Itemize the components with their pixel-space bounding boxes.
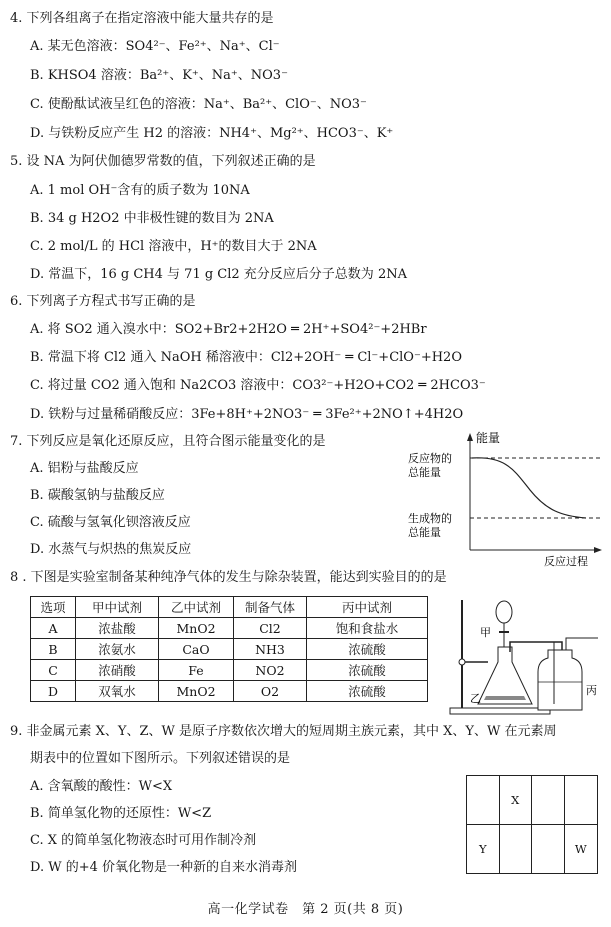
label-yi: 乙 (470, 692, 481, 705)
table-cell: 双氧水 (76, 681, 159, 702)
energy-curve (472, 458, 586, 518)
flask-solid (484, 696, 526, 700)
gas-wash-bottle (538, 650, 582, 710)
q5-option-a: A. 1 mol OH⁻含有的质子数为 10NA (30, 183, 250, 198)
table-cell: Fe (159, 660, 234, 681)
table-cell: NO2 (234, 660, 307, 681)
q7-stem: 7. 下列反应是氧化还原反应，且符合图示能量变化的是 (10, 434, 326, 449)
table-row (31, 639, 428, 660)
q5-stem: 5. 设 NA 为阿伏伽德罗常数的值，下列叙述正确的是 (10, 154, 316, 169)
table-cell: D (31, 681, 76, 702)
table-cell: MnO2 (159, 618, 234, 639)
table-cell: 浓硫酸 (307, 681, 428, 702)
reagent-table (30, 596, 428, 702)
q9-option-d: D. W 的+4 价氧化物是一种新的自来水消毒剂 (30, 860, 298, 875)
graph-ylabel: 能量 (476, 431, 501, 445)
q5-option-b: B. 34 g H2O2 中非极性键的数目为 2NA (30, 211, 274, 226)
q6-option-c: C. 将过量 CO2 通入饱和 Na2CO3 溶液中：CO3²⁻+H2O+CO2 ═ 2HCO3⁻ (30, 378, 486, 393)
grid-cell (532, 825, 565, 874)
q4-option-a: A. 某无色溶液：SO4²⁻、Fe²⁺、Na⁺、Cl⁻ (30, 39, 280, 54)
table-cell: NH3 (234, 639, 307, 660)
q4-stem: 4. 下列各组离子在指定溶液中能大量共存的是 (10, 11, 274, 26)
q7-option-d: D. 水蒸气与炽热的焦炭反应 (30, 542, 192, 557)
table-header: 选项 (31, 597, 76, 618)
q4-option-b: B. KHSO4 溶液：Ba²⁺、K⁺、Na⁺、NO3⁻ (30, 68, 288, 83)
table-row (31, 660, 428, 681)
table-row (31, 681, 428, 702)
q5-option-c: C. 2 mol/L 的 HCl 溶液中，H⁺的数目大于 2NA (30, 239, 317, 254)
q6-option-b: B. 常温下将 Cl2 通入 NaOH 稀溶液中：Cl2+2OH⁻ ═ Cl⁻+ClO⁻+H2O (30, 350, 462, 365)
grid-cell (467, 776, 500, 825)
table-header: 甲中试剂 (76, 597, 159, 618)
grid-cell-w: W (574, 841, 587, 856)
label-bing: 丙 (586, 684, 597, 697)
table-cell: 浓盐酸 (76, 618, 159, 639)
table-cell: Cl2 (234, 618, 307, 639)
table-row (31, 618, 428, 639)
q4-option-d: D. 与铁粉反应产生 H2 的溶液：NH4⁺、Mg²⁺、HCO3⁻、K⁺ (30, 126, 394, 141)
table-cell: 浓硝酸 (76, 660, 159, 681)
grid-cell-x: X (500, 776, 533, 825)
table-cell: 饱和食盐水 (307, 618, 428, 639)
q6-option-d: D. 铁粉与过量稀硝酸反应：3Fe+8H⁺+2NO3⁻ ═ 3Fe²⁺+2NO↑+4H2O (30, 407, 464, 422)
y-axis-arrow (467, 433, 473, 441)
page-footer: 高一化学试卷 第 2 页(共 8 页) (207, 902, 404, 917)
q8-stem: 8 . 下图是实验室制备某种纯净气体的发生与除杂装置，能达到实验目的的是 (10, 570, 447, 585)
table-cell: 浓硫酸 (307, 660, 428, 681)
table-cell: C (31, 660, 76, 681)
q7-option-c: C. 硫酸与氢氧化钡溶液反应 (30, 515, 191, 530)
reactant-label-1: 反应物的 (408, 452, 452, 465)
grid-cell (500, 825, 533, 874)
separatory-funnel (496, 601, 512, 623)
table-cell: A (31, 618, 76, 639)
table-cell: O2 (234, 681, 307, 702)
bottle-outlet-tube (566, 638, 598, 650)
q9-option-a: A. 含氧酸的酸性：W<X (30, 779, 173, 794)
q4-option-c: C. 使酚酞试液呈红色的溶液：Na⁺、Ba²⁺、ClO⁻、NO3⁻ (30, 97, 367, 112)
grid-cell (565, 776, 598, 825)
grid-cell (532, 776, 565, 825)
q9-stem-line-2: 期表中的位置如下图所示。下列叙述错误的是 (30, 751, 291, 766)
product-label-2: 总能量 (408, 526, 441, 539)
table-header: 乙中试剂 (159, 597, 234, 618)
reactant-label-2: 总能量 (408, 466, 441, 479)
table-cell: CaO (159, 639, 234, 660)
gas-apparatus-diagram (440, 592, 610, 722)
table-cell: MnO2 (159, 681, 234, 702)
table-cell: 浓硫酸 (307, 639, 428, 660)
q7-option-a: A. 铝粉与盐酸反应 (30, 461, 139, 476)
q9-stem-line-1: 9. 非金属元素 X、Y、Z、W 是原子序数依次增大的短周期主族元素，其中 X、Y、W 在元素周 (10, 724, 557, 739)
table-header: 制备气体 (234, 597, 307, 618)
table-header-row (31, 597, 428, 618)
table-cell: B (31, 639, 76, 660)
product-label-1: 生成物的 (408, 512, 452, 525)
conical-flask (478, 647, 532, 704)
graph-xlabel: 反应过程 (544, 555, 588, 568)
q5-option-d: D. 常温下，16 g CH4 与 71 g Cl2 充分反应后分子总数为 2NA (30, 267, 407, 282)
periodic-table-fragment (466, 775, 598, 874)
q9-option-c: C. X 的简单氢化物液态时可用作制冷剂 (30, 833, 257, 848)
clamp-knob (459, 659, 465, 665)
label-jia: 甲 (480, 626, 491, 639)
energy-diagram (406, 430, 606, 568)
table-cell: 浓氨水 (76, 639, 159, 660)
x-axis-arrow (594, 547, 602, 553)
stand-base (450, 708, 550, 714)
table-header: 丙中试剂 (307, 597, 428, 618)
q6-option-a: A. 将 SO2 通入溴水中：SO2+Br2+2H2O ═ 2H⁺+SO4²⁻+2HBr (30, 322, 427, 337)
q7-option-b: B. 碳酸氢钠与盐酸反应 (30, 488, 165, 503)
q6-stem: 6. 下列离子方程式书写正确的是 (10, 294, 196, 309)
grid-cell-y: Y (467, 825, 500, 874)
q9-option-b: B. 简单氢化物的还原性：W<Z (30, 806, 212, 821)
